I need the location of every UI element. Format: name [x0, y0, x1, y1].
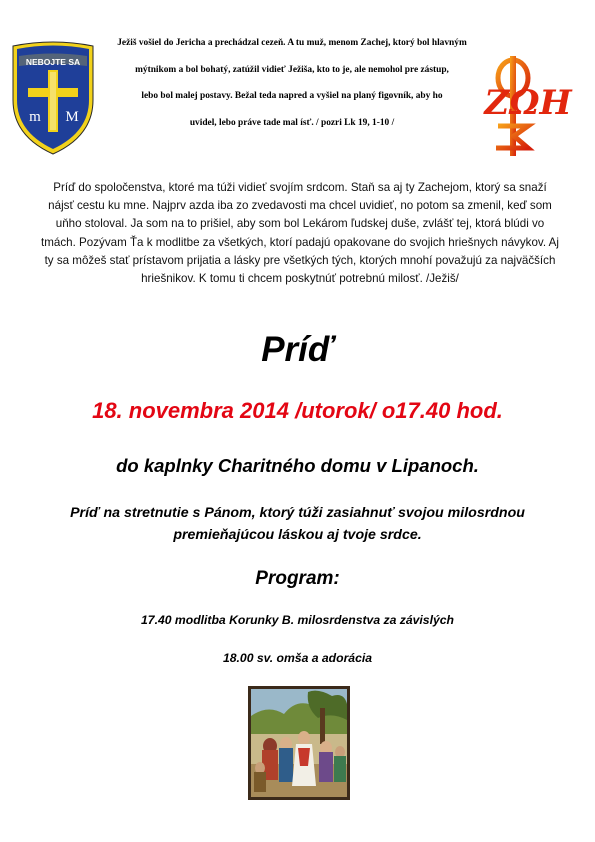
scripture-line-2: mýtnikom a bol bohatý, zatúžil vidieť Ježiša, kto to je, ale nemohol pre zástup, [135, 64, 449, 75]
shield-cross-logo-icon [10, 38, 96, 156]
jesus-zacchaeus-illustration [248, 686, 350, 800]
program-item: 17.40 modlitba Korunky B. milosrdenstva za závislých [141, 613, 454, 627]
event-date: 18. novembra 2014 /utorok/ o17.40 hod. [92, 398, 503, 423]
logo-left-letter-M: M [65, 109, 79, 125]
scripture-line-4: uvidel, lebo práve tade mal ísť. / pozri Lk 19, 1-10 / [189, 117, 395, 128]
scripture-line-3: lebo bol malej postavy. Bežal teda napred a vyšiel na planý figovník, aby ho [141, 91, 443, 101]
program-item: 18.00 sv. omša a adorácia [222, 651, 373, 665]
chi-rho-zoe-logo-icon [466, 56, 584, 158]
event-place: do kaplnky Charitného domu v Lipanoch. [116, 455, 479, 476]
program-title: Program: [255, 568, 340, 589]
logo-left-text: NEBOJTE SA [25, 57, 81, 67]
headline: Príď [261, 330, 334, 369]
intro-paragraph: Príď do spoločenstva, ktoré ma túži vidieť svojím srdcom. Staň sa aj ty Zachejom, ktorý sa snaží nájsť cestu ku mne. Najprv azda iba zo zvedavosti ma chcel uvidieť, no potom sa zmenil, keď som uňho stoloval. Ja som na to prišiel, aby som bol Lekárom ľudskej duše, zvlášť tej, ktorá blúdi vo tmách. Pozývam Ťa k modlitbe za všetkých, ktorí padajú opakovane do svojich hriešnych návykov. Aj ty sa môžeš stať prístavom prijatia a lásky pre všetkých tých, ktorých mnohí považujú za najväčších hriešnikov. K tomu ti chcem poskytnúť potrebnú milosť. /Ježiš/ [41, 181, 559, 286]
zoe-letters: ΖΩΗ [484, 83, 572, 123]
scripture-header [92, 30, 492, 136]
scripture-line-1: Ježiš vošiel do Jericha a prechádzal cezeň. A tu muž, menom Zachej, ktorý bol hlavným [117, 38, 467, 48]
invitation-text: Príď na stretnutie s Pánom, ktorý túži zasiahnuť svojou milosrdnou premieňajúcou láskou aj tvoje srdce. [70, 505, 525, 543]
logo-left-letter-m: m [29, 109, 41, 125]
